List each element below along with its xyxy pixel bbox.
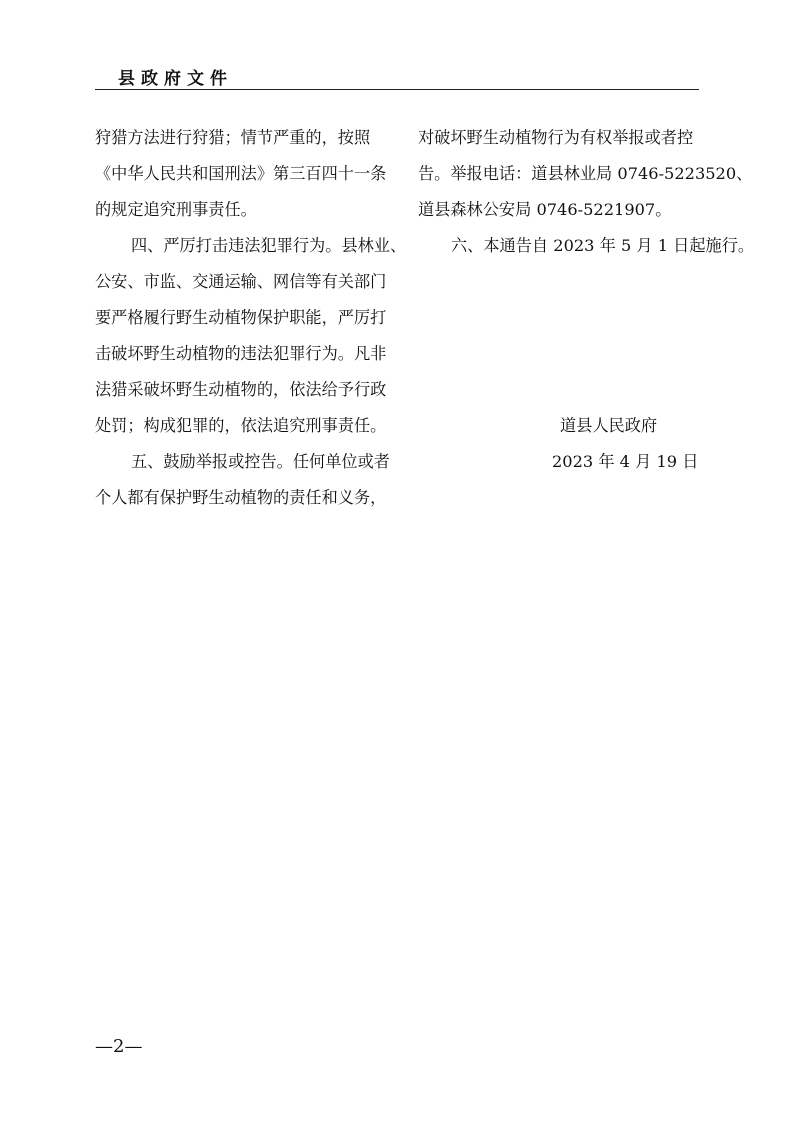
body-line: 狩猎方法进行狩猎；情节严重的，按照 bbox=[95, 128, 371, 147]
body-line: 公安、市监、交通运输、网信等有关部门 bbox=[95, 272, 387, 291]
body-line: 道县森林公安局 0746-5221907。 bbox=[418, 200, 672, 219]
body-line: 对破坏野生动植物行为有权举报或者控 bbox=[418, 128, 694, 147]
body-line: 《中华人民共和国刑法》第三百四十一条 bbox=[95, 164, 387, 183]
body-line: 个人都有保护野生动植物的责任和义务， bbox=[95, 488, 387, 507]
left-column bbox=[95, 120, 407, 516]
paragraph-start-line: 六、本通告自 2023 年 5 月 1 日起施行。 bbox=[451, 236, 755, 255]
body-line: 告。举报电话：道县林业局 0746-5223520、 bbox=[418, 164, 753, 183]
page-number: —2— bbox=[95, 1036, 143, 1057]
body-line: 击破坏野生动植物的违法犯罪行为。凡非 bbox=[95, 344, 387, 363]
body-line: 法猎采破坏野生动植物的，依法给予行政 bbox=[95, 380, 387, 399]
paragraph-start-line: 五、鼓励举报或控告。任何单位或者 bbox=[131, 452, 390, 471]
body-line: 的规定追究刑事责任。 bbox=[95, 200, 257, 219]
header-title: 县政府文件 bbox=[118, 69, 233, 89]
paragraph-start-line: 四、严厉打击违法犯罪行为。县林业、 bbox=[131, 236, 407, 255]
right-column bbox=[418, 120, 755, 264]
body-line: 处罚；构成犯罪的，依法追究刑事责任。 bbox=[95, 416, 387, 435]
body-line: 要严格履行野生动植物保护职能，严厉打 bbox=[95, 308, 387, 327]
header-rule bbox=[95, 89, 699, 90]
signature-date: 2023 年 4 月 19 日 bbox=[552, 452, 699, 471]
signature-organization: 道县人民政府 bbox=[560, 416, 658, 435]
